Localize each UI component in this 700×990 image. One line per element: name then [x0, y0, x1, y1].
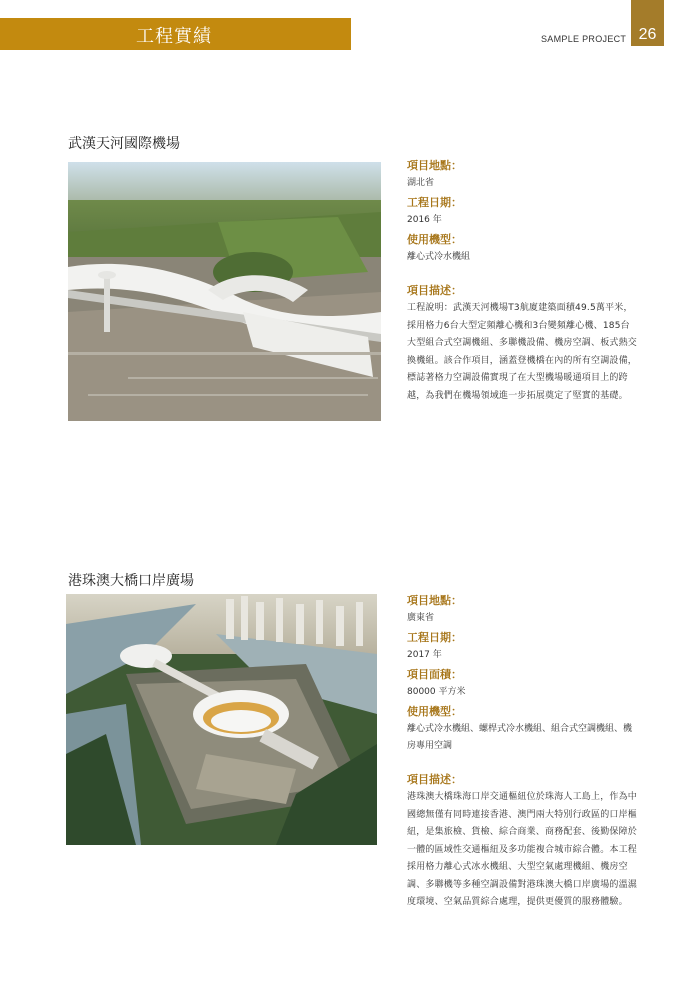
location-value: 湖北省	[407, 178, 435, 188]
model-value: 離心式冷水機組、螺桿式冷水機組、組合式空調機組、機房專用空調	[407, 724, 633, 751]
date-label: 工程日期：	[407, 631, 462, 644]
location-label: 項目地點：	[407, 594, 462, 607]
description-label: 項目描述：	[407, 773, 462, 786]
location-label: 項目地點：	[407, 159, 462, 172]
date-label: 工程日期：	[407, 196, 462, 209]
page-number: 26	[638, 26, 657, 43]
section-title: 工程實績	[136, 26, 212, 47]
date-value: 2016 年	[407, 215, 442, 225]
model-value: 離心式冷水機組	[407, 252, 471, 262]
section-header-bar	[0, 18, 351, 50]
date-value: 2017 年	[407, 650, 442, 660]
area-label: 項目面積：	[407, 668, 462, 681]
page-number-tab	[631, 0, 664, 46]
description-label: 項目描述：	[407, 284, 462, 297]
wuhan-airport-photo	[68, 162, 381, 421]
hzmb-port-photo	[66, 594, 377, 845]
sample-project-label: SAMPLE PROJECT	[541, 34, 627, 44]
description-text: 港珠澳大橋珠海口岸交通樞紐位於珠海人工島上，作為中國總無僅有同時連接香港、澳門兩大特別行政區的口岸樞紐，是集旅檢、貨檢、綜合商業、商務配套、後勤保障於一體的區域性交通樞紐及多功能複合城市綜合體。本工程採用格力離心式冰水機組、大型空氣處理機組、機房空調、多聯機等多種空調設備對港珠澳大橋口岸廣場的溫濕度環境、空氣品質綜合處理，提供更優質的服務體驗。	[407, 792, 638, 907]
project-title-wuhan-airport: 武漢天河國際機場	[68, 136, 180, 152]
project-info-wuhan-airport	[407, 157, 639, 405]
project-info-hzmb-port	[407, 592, 639, 912]
model-label: 使用機型：	[407, 233, 462, 246]
model-label: 使用機型：	[407, 705, 462, 718]
description-text: 工程說明：武漢天河機場T3航廈建築面積49.5萬平米，採用格力6台大型定頻離心機和3台變頻離心機、185台大型組合式空調機組、多聯機設備、機房空調、板式熱交換機組。該合作項目，涵蓋登機橋在內的所有空調設備，標誌著格力空調設備實現了在大型機場暖通項目上的跨越，為我們在機場領域進一步拓展奠定了堅實的基礎。	[407, 303, 638, 401]
project-title-hzmb-port: 港珠澳大橋口岸廣場	[68, 573, 194, 589]
area-value: 80000 平方米	[407, 687, 466, 697]
location-value: 廣東省	[407, 613, 435, 623]
